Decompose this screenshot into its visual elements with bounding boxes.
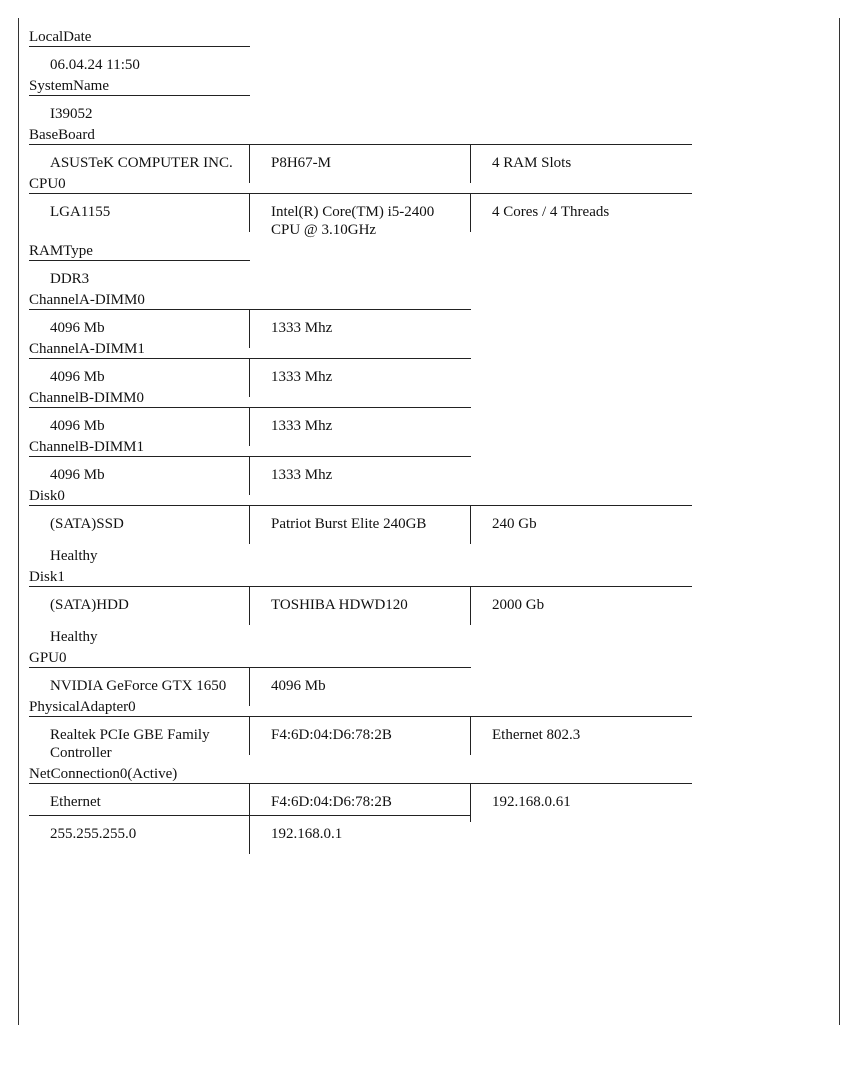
info-cell: 4 RAM Slots: [471, 144, 692, 176]
info-cell: 1333 Mhz: [250, 358, 471, 390]
info-cell: 4096 Mb: [29, 358, 250, 390]
info-section: [29, 766, 829, 847]
info-cell: ASUSTeK COMPUTER INC.: [29, 144, 250, 176]
info-section: [29, 243, 829, 292]
info-row: [29, 193, 829, 243]
info-section: [29, 650, 829, 699]
section-title: SystemName: [29, 78, 109, 94]
page-frame-right: [839, 18, 840, 1025]
info-row: [29, 260, 829, 292]
info-section: [29, 699, 829, 766]
info-cell: I39052: [29, 95, 250, 127]
info-cell: Patriot Burst Elite 240GB: [250, 505, 471, 537]
info-row: [29, 537, 829, 569]
info-cell: (SATA)SSD: [29, 505, 250, 537]
section-title: NetConnection0(Active): [29, 766, 178, 782]
info-row: [29, 358, 829, 390]
info-section: [29, 390, 829, 439]
info-cell: 1333 Mhz: [250, 309, 471, 341]
info-cell: 1333 Mhz: [250, 456, 471, 488]
info-cell: DDR3: [29, 260, 250, 292]
info-row: [29, 309, 829, 341]
section-title: Disk0: [29, 488, 65, 504]
section-title: ChannelA-DIMM1: [29, 341, 145, 357]
info-cell: 255.255.255.0: [29, 815, 250, 847]
info-cell: Healthy: [50, 548, 98, 564]
info-cell: 240 Gb: [471, 505, 692, 537]
info-section: [29, 341, 829, 390]
info-row: [29, 505, 829, 537]
info-cell: 1333 Mhz: [250, 407, 471, 439]
section-title: PhysicalAdapter0: [29, 699, 136, 715]
info-cell: F4:6D:04:D6:78:2B: [250, 716, 471, 748]
info-cell: 4096 Mb: [250, 667, 471, 699]
info-cell: 4096 Mb: [29, 456, 250, 488]
section-title: GPU0: [29, 650, 67, 666]
info-cell: 06.04.24 11:50: [29, 46, 250, 78]
info-cell: Healthy: [50, 629, 98, 645]
section-title: ChannelA-DIMM0: [29, 292, 145, 308]
section-title: BaseBoard: [29, 127, 95, 143]
section-title: CPU0: [29, 176, 66, 192]
info-row: [29, 95, 829, 127]
section-title: Disk1: [29, 569, 65, 585]
section-title: RAMType: [29, 243, 93, 259]
info-section: [29, 29, 829, 78]
info-cell: 4096 Mb: [29, 309, 250, 341]
info-section: [29, 439, 829, 488]
page-frame-left: [18, 18, 19, 1025]
section-title: LocalDate: [29, 29, 92, 45]
info-cell: 192.168.0.61: [471, 783, 692, 815]
info-section: [29, 292, 829, 341]
info-cell: Ethernet 802.3: [471, 716, 692, 748]
info-cell: NVIDIA GeForce GTX 1650: [29, 667, 250, 699]
info-row: [29, 144, 829, 176]
info-row: [29, 716, 829, 766]
info-cell: 2000 Gb: [471, 586, 692, 618]
info-section: [29, 569, 829, 650]
info-row: [29, 586, 829, 618]
info-cell: Ethernet: [29, 783, 250, 815]
info-cell: Realtek PCIe GBE Family Controller: [29, 716, 250, 766]
info-cell: LGA1155: [29, 193, 250, 225]
info-row: [29, 783, 829, 815]
info-cell: (SATA)HDD: [29, 586, 250, 618]
info-cell: 4096 Mb: [29, 407, 250, 439]
info-row: [29, 456, 829, 488]
info-section: [29, 488, 829, 569]
system-info-report: [29, 29, 829, 847]
info-cell: Intel(R) Core(TM) i5-2400 CPU @ 3.10GHz: [250, 193, 471, 243]
info-cell: 192.168.0.1: [250, 815, 471, 847]
info-row: [29, 46, 829, 78]
info-cell: 4 Cores / 4 Threads: [471, 193, 692, 225]
info-row: [29, 815, 829, 847]
info-row: [29, 667, 829, 699]
info-row: [29, 618, 829, 650]
info-row: [29, 407, 829, 439]
section-title: ChannelB-DIMM0: [29, 390, 144, 406]
section-title: ChannelB-DIMM1: [29, 439, 144, 455]
info-section: [29, 78, 829, 127]
info-section: [29, 176, 829, 243]
info-cell: P8H67-M: [250, 144, 471, 176]
info-cell: TOSHIBA HDWD120: [250, 586, 471, 618]
info-cell: F4:6D:04:D6:78:2B: [250, 783, 471, 815]
info-section: [29, 127, 829, 176]
